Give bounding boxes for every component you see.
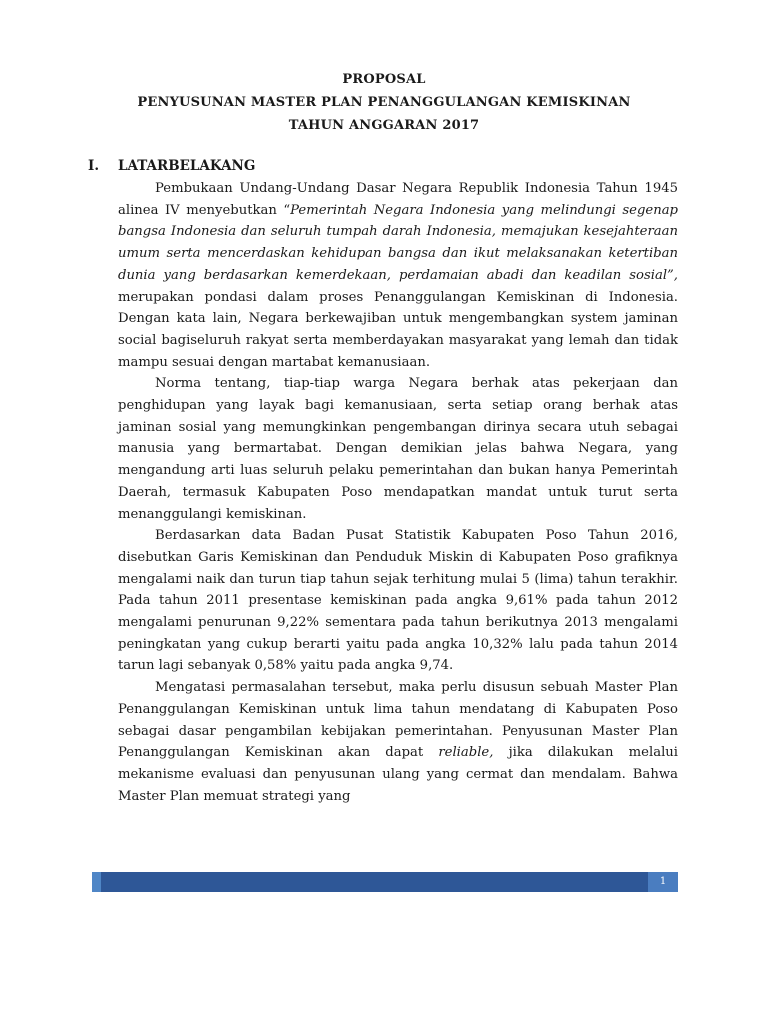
paragraph-4-part-b: jika dilakukan melalui mekanisme evaluasi dan penyusunan ulang yang cermat dan mendalam. Bahwa Master Plan memuat strategi yang [118,745,678,804]
paragraph-2: Norma tentang, tiap-tiap warga Negara berhak atas pekerjaan dan penghidupan yang layak bagi kemanusiaan, serta setiap orang berhak atas jaminan sosial yang memungkinkan pengembangan dirinya secara utuh sebagai manusia yang bermartabat. Dengan demikian jelas bahwa Negara, yang mengandung arti luas seluruh pelaku pemerintahan dan bukan hanya Pemerintah Daerah, termasuk Kabupaten Poso mendapatkan mandat untuk turut serta menanggulangi kemiskinan. [118,376,678,522]
paragraph-1 [118,178,678,373]
paragraph-4-part-a: Mengatasi permasalahan tersebut, maka perlu disusun sebuah Master Plan Penanggulangan Kemiskinan untuk lima tahun mendatang di Kabupaten Poso sebagai dasar pengambilan kebijakan pemerintahan. Penyusunan Master Plan Penanggulangan Kemiskinan akan dapat [118,680,678,761]
footer-bar [92,872,678,892]
paragraph-4 [118,677,678,807]
page-number: 1 [648,872,678,892]
title-year: TAHUN ANGGARAN 2017 [288,118,480,133]
footer-accent [92,872,101,892]
title-block [0,68,768,137]
section-heading [88,156,256,177]
paragraph-1-quote: Pemerintah Negara Indonesia yang melindungi segenap bangsa Indonesia dan seluruh tumpah darah Indonesia, memajukan kesejahteraan umum serta mencerdaskan kehidupan bangsa dan ikut melaksanakan ketertiban dunia yang berdasarkan kemerdekaan, perdamaian abadi dan keadilan sosial”, [118,202,678,283]
title-proposal: PROPOSAL [342,72,426,87]
section-title: LATARBELAKANG [118,158,256,174]
paragraph-4-italic: reliable, [438,745,494,761]
paragraph-3: Berdasarkan data Badan Pusat Statistik Kabupaten Poso Tahun 2016, disebutkan Garis Kemiskinan dan Penduduk Miskin di Kabupaten Poso grafiknya mengalami naik dan turun tiap tahun sejak terhitung mulai 5 (lima) tahun terakhir. Pada tahun 2011 presentase kemiskinan pada angka 9,61% pada tahun 2012 mengalami penurunan 9,22% sementara pada tahun berikutnya 2013 mengalami peningkatan yang cukup berarti yaitu pada angka 10,32% lalu pada tahun 2014 tarun lagi sebanyak 0,58% yaitu pada angka 9,74. [118,528,678,674]
paragraph-1-part-a: Pembukaan Undang-Undang Dasar Negara Republik Indonesia Tahun 1945 alinea IV menyebutkan “ [118,181,678,218]
body-text [118,178,678,807]
section-number: I. [88,158,100,174]
paragraph-1-part-b: merupakan pondasi dalam proses Penanggulangan Kemiskinan di Indonesia. Dengan kata lain, Negara berkewajiban untuk mengembangkan system jaminan social bagiseluruh rakyat serta memberdayakan masyarakat yang lemah dan tidak mampu sesuai dengan martabat kemanusiaan. [118,289,678,370]
title-main: PENYUSUNAN MASTER PLAN PENANGGULANGAN KEMISKINAN [137,95,631,110]
